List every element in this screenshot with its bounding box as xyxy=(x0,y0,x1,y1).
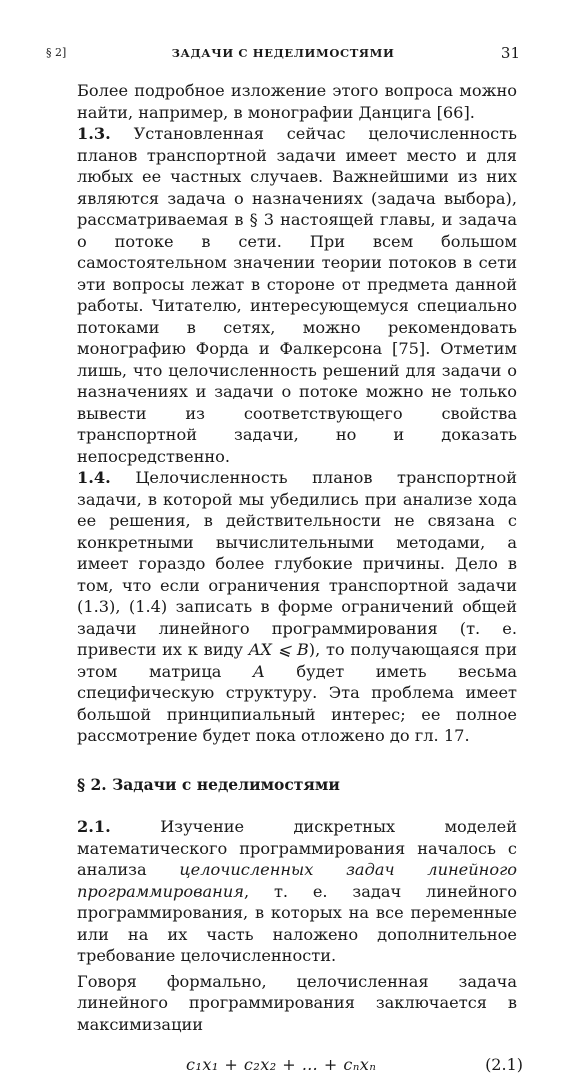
paragraph-text-before: Целочисленность планов транспортной задачи, в которой мы убедились при анализе хода ее решения, в действительности не связана с конкретными вычислительными методами, а имеет гораздо более глубокие причины. Дело в том, что если ограничения транспортной задачи (1.3), (1.4) записать в форме ограничений общей задачи линейного программирования (т. е. привести их к виду xyxy=(77,468,517,659)
paragraph-number: 2.1. xyxy=(77,817,111,836)
section-heading: § 2. Задачи с неделимостями xyxy=(77,774,340,794)
paragraph-1-3 xyxy=(77,123,517,467)
inline-math: AX ⩽ B xyxy=(248,640,309,659)
paragraph-text-after: будет иметь весьма специфическую структуру. Эта проблема имеет большой принципиальный интерес; ее полное рассмотрение будет пока отложено до гл. 17. xyxy=(77,661,517,745)
paragraph-text: Говоря формально, целочисленная задача линейного программирования заключается в максимизации xyxy=(77,971,517,1034)
page-number: 31 xyxy=(500,44,520,62)
display-formula xyxy=(77,1052,523,1078)
italic-term: целочисленных задач линейного программирования xyxy=(77,860,517,901)
intro-text: Более подробное изложение этого вопроса можно найти, например, в монографии Данцига [66]. xyxy=(77,81,517,122)
paragraph-2-1 xyxy=(77,816,517,967)
running-title: ЗАДАЧИ С НЕДЕЛИМОСТЯМИ xyxy=(171,46,395,60)
paragraph-1-4 xyxy=(77,467,517,747)
paragraph-text-middle: ), то получающаяся при этом матрица xyxy=(77,640,517,681)
paragraph-text-before: Изучение дискретных моделей математического программирования началось с анализа xyxy=(77,817,517,879)
page-body xyxy=(77,80,523,1078)
running-head xyxy=(46,44,520,64)
paragraph-text: Установленная сейчас целочисленность планов транспортной задачи имеет место и для любых ее частных случаев. Важнейшими из них являются задача о назначениях (задача выбора), рассматриваемая в § 3 настоящей главы, и задача о потоке в сети. При всем большом самостоятельном значении теории потоков в сети эти вопросы лежат в стороне от предмета данной работы. Читателю, интересующемуся специально потоками в сетях, можно рекомендовать монографию Форда и Фалкерсона [75]. Отметим лишь, что целочисленность решений для задачи о назначениях и задачи о потоке можно не только вывести из соответствующего свойства транспортной задачи, но и доказать непосредственно. xyxy=(77,124,517,466)
paragraph-formal xyxy=(77,971,517,1036)
paragraph-number: 1.3. xyxy=(77,124,111,143)
inline-math-matrix: A xyxy=(253,661,265,681)
equation-number: (2.1) xyxy=(485,1055,523,1074)
paragraph-text-after: , т. е. задач линейного программирования, в которых на все переменные или на их часть наложено дополнительное требование целочисленности. xyxy=(77,881,517,965)
paragraph-number: 1.4. xyxy=(77,468,111,487)
section-mark: § 2] xyxy=(46,46,67,59)
intro-paragraph xyxy=(77,80,517,123)
formula-expression: c₁x₁ + c₂x₂ + … + cₙxₙ xyxy=(186,1055,377,1074)
